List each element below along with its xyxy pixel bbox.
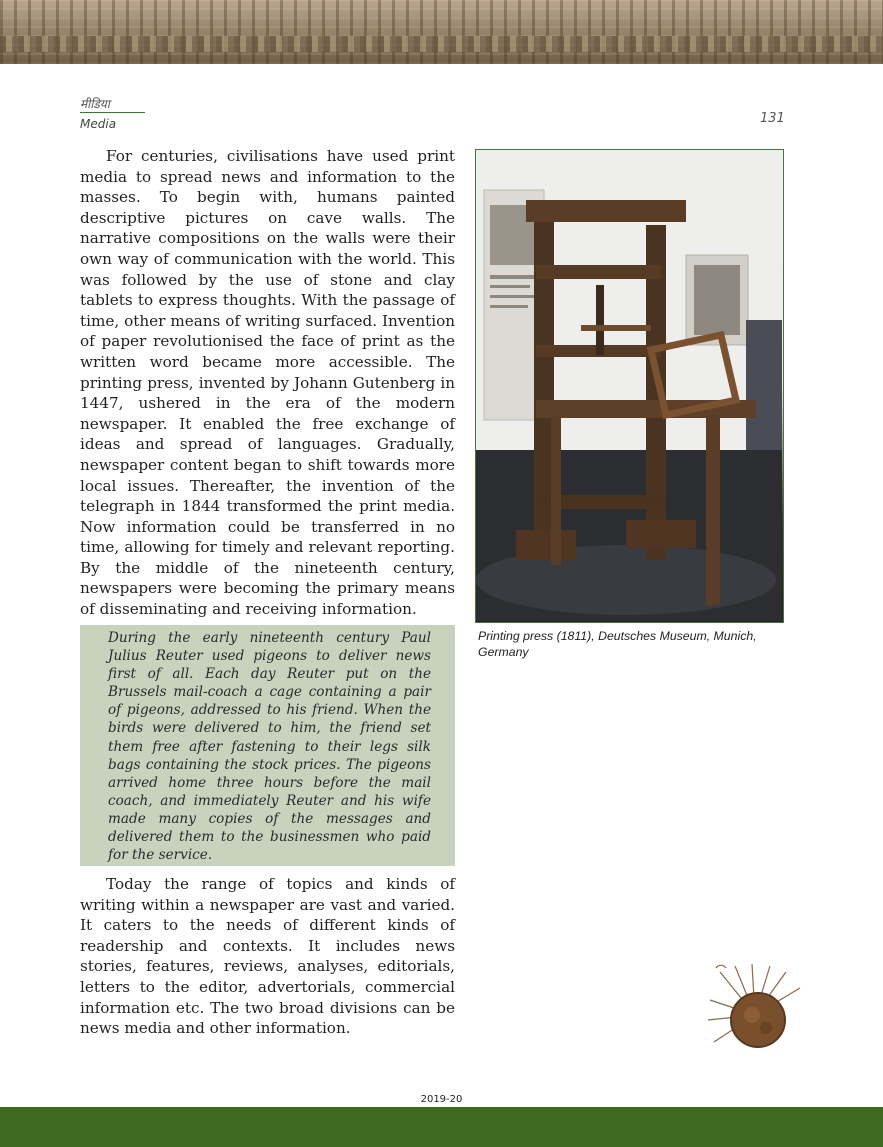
- footer-year: 2019-20: [420, 1094, 463, 1105]
- header-divider: [80, 112, 145, 113]
- decorative-top-border: [0, 0, 883, 64]
- frieze-pattern: [0, 36, 883, 52]
- sun-arrows-emblem-icon: [700, 960, 810, 1060]
- reuter-pigeon-box: [80, 625, 455, 866]
- page-number: 131: [760, 111, 785, 126]
- chapter-title-english: Media: [80, 117, 117, 131]
- chapter-title-hindi: मीडिया: [80, 97, 110, 111]
- printing-press-photo: [475, 149, 784, 623]
- footer-band: [0, 1107, 883, 1147]
- printing-press-illustration: [476, 150, 782, 621]
- figure-caption: Printing press (1811), Deutsches Museum, Munich, Germany: [478, 629, 757, 659]
- body-paragraph-2: Today the range of topics and kinds of writing within a newspaper are vast and varied. It caters to the needs of different kinds of readership and contexts. It includes news stories, features, reviews, analyses, editorials, letters to the editor, advertorials, commercial information etc. The two broad divisions can be news media and other information.: [80, 875, 455, 1038]
- body-paragraph-1: For centuries, civilisations have used print media to spread news and information to the masses. To begin with, humans painted descriptive pictures on cave walls. The narrative compositions on the walls were their own way of communication with the world. This was followed by the use of stone and clay tablets to express thoughts. With the passage of time, other means of writing surfaced. Invention of paper revolutionised the face of print as the written word became more accessible. The printing press, invented by Johann Gutenberg in 1447, ushered in the era of the modern newspaper. It enabled the free exchange of ideas and spread of languages. Gradually, newspaper content began to shift towards more local issues. Thereafter, the invention of the telegraph in 1844 transformed the print media. Now information could be transferred in no time, allowing for timely and relevant reporting. By the middle of the nineteenth century, newspapers were becoming the primary means of disseminating and receiving information.: [80, 147, 455, 619]
- box-text: During the early nineteenth century Paul Julius Reuter used pigeons to deliver news first of all. Each day Reuter put on the Brussels mail-coach a cage containing a pair of pigeons, addressed to his friend. When the birds were delivered to him, the friend set them free after fastening to their legs silk bags containing the stock prices. The pigeons arrived home three hours before the mail coach, and immediately Reuter and his wife made many copies of the messages and delivered them to the businessmen who paid for the service.: [108, 630, 431, 864]
